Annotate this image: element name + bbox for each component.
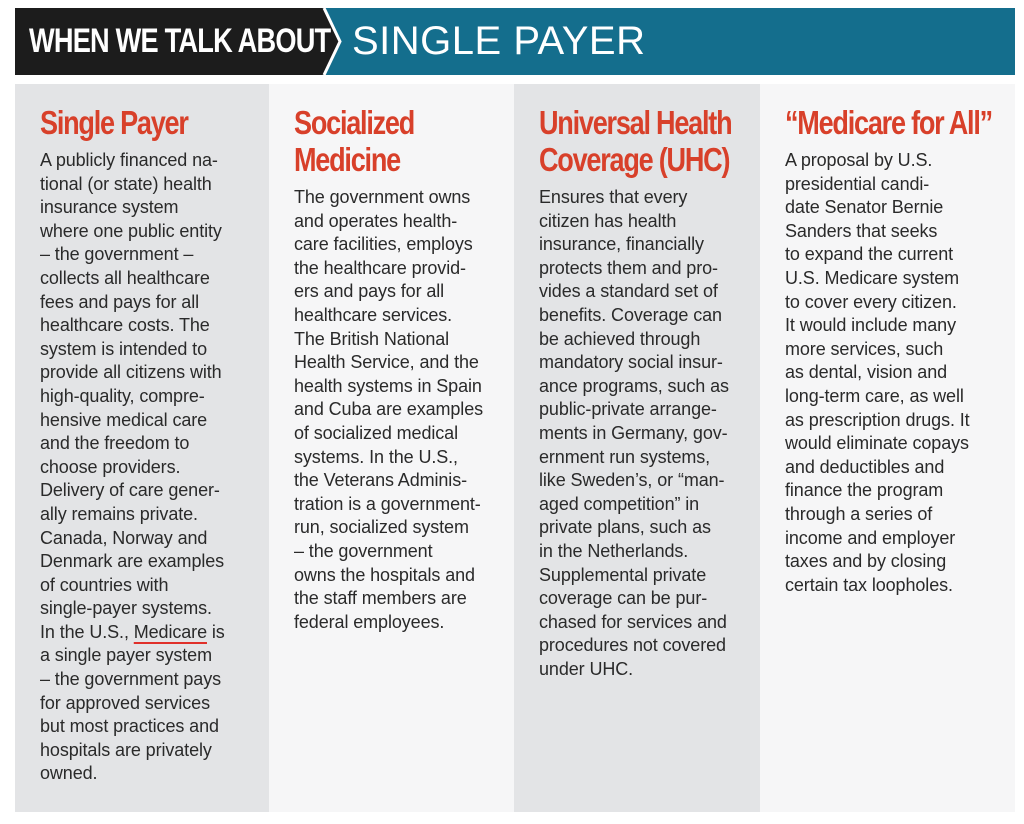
title-line: Medicine <box>294 141 400 178</box>
title-line: Socialized <box>294 104 415 141</box>
column-body <box>40 149 259 786</box>
column-body: Ensures that every citizen has health insurance, financially protects them and pro- vides a standard set of benefits. Coverage can be achieved through mandatory social insur- ance programs, such as public-private arrange- ments in Germany, gov- ernment run systems, like Sweden’s, or “man- aged competition” in private plans, such as in the Netherlands. Supplemental private coverage can be pur- chased for services and procedures not covered under UHC. <box>539 187 729 679</box>
banner-left-label: WHEN WE TALK ABOUT <box>29 22 331 60</box>
column-body: The government owns and operates health- care facilities, employs the healthcare provid- ers and pays for all healthcare services. The British National Health Service, and the health systems in Spain and Cuba are examples of socialized medical systems. In the U.S., the Veterans Adminis- tration is a government- run, socialized system – the government owns the hospitals and the staff members are federal employees. <box>294 187 484 632</box>
header-banner <box>15 8 1015 75</box>
column-title: “Medicare for All” <box>785 104 992 141</box>
definition-columns <box>15 84 1015 812</box>
column-single-payer <box>15 84 269 812</box>
title-line: Universal Health <box>539 104 732 141</box>
body-text-continued: is a single payer system – the government pays for approved services but most practices and hospitals are privately owned. <box>40 621 225 784</box>
column-body: A proposal by U.S. presidential candi- date Senator Bernie Sanders that seeks to expand the current U.S. Medicare system to cover every citizen. It would include many more services, such as dental, vision and long-term care, as well as prescription drugs. It would eliminate copays and deductibles and finance the program through a series of income and employer taxes and by closing certain tax loopholes. <box>785 150 970 595</box>
body-text: A publicly financed na- tional (or state) health insurance system where one public entity – the government – collects all healthcare fees and pays for all healthcare costs. The system is intended to provide all citizens with high-quality, compre- hensive medical care and the freedom to choose providers. Delivery of care gener- ally remains private. Canada, Norway and Denmark are examples of countries with single-payer systems. In the U.S., <box>40 150 225 642</box>
banner-right-label: SINGLE PAYER <box>352 19 646 63</box>
medicare-highlight: Medicare <box>133 621 207 642</box>
column-universal-health-coverage <box>514 84 760 812</box>
title-line: Coverage (UHC) <box>539 141 730 178</box>
column-title: Single Payer <box>40 104 188 141</box>
column-title <box>539 104 732 178</box>
column-medicare-for-all <box>760 84 1015 812</box>
column-socialized-medicine <box>269 84 514 812</box>
column-title <box>294 104 466 178</box>
